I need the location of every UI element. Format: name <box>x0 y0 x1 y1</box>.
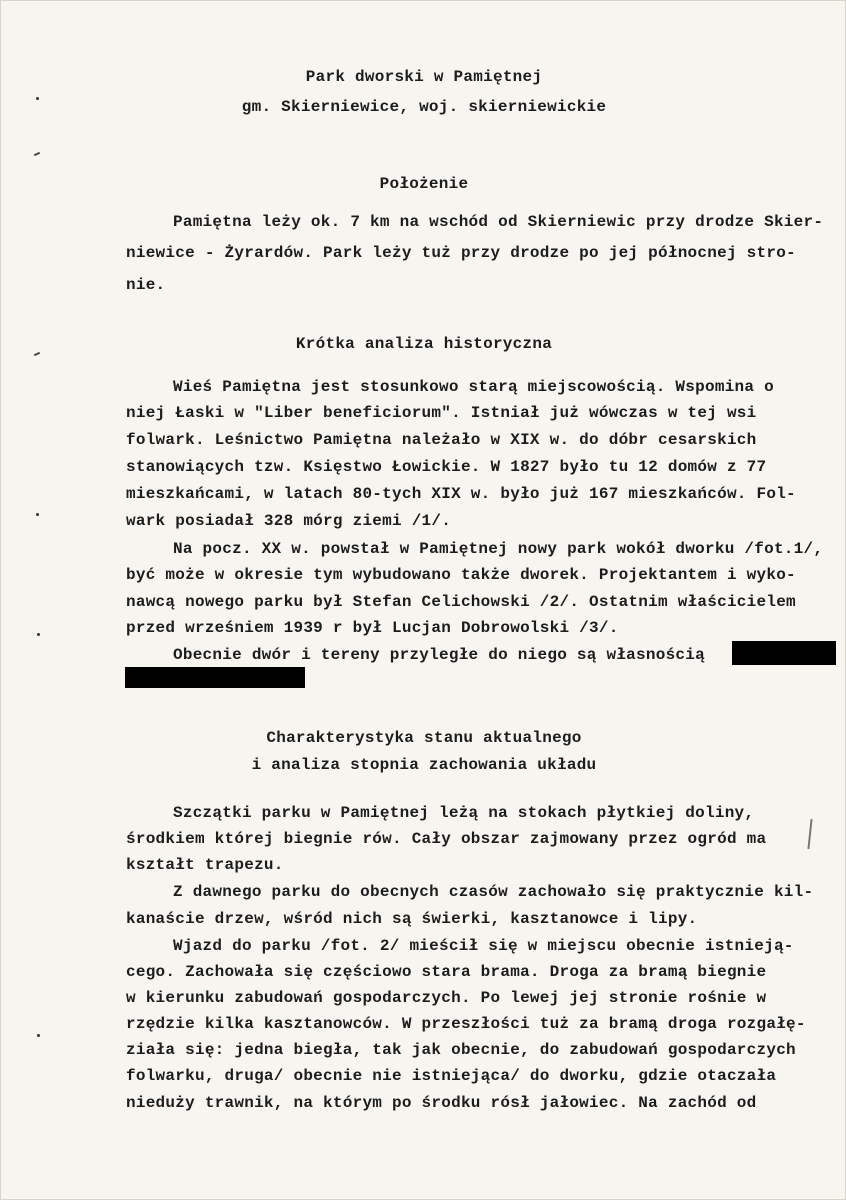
redaction-bar <box>732 641 836 665</box>
text-line: folwarku, druga/ obecnie nie istniejąca/ do dworku, gdzie otaczała <box>126 1067 777 1085</box>
text-line: być może w okresie tym wybudowano także dworek. Projektantem i wyko- <box>126 566 796 584</box>
text-line: Na pocz. XX w. powstał w Pamiętnej nowy park wokół dworku /fot.1/, <box>173 540 824 558</box>
text-line: kształt trapezu. <box>126 856 284 874</box>
margin-dot <box>37 633 40 636</box>
text-line: nie. <box>126 276 166 294</box>
text-line: rzędzie kilka kasztanowców. W przeszłości tuż za bramą droga rozgałę- <box>126 1015 806 1033</box>
text-line: Pamiętna leży ok. 7 km na wschód od Skierniewic przy drodze Skier- <box>173 213 824 231</box>
text-line: niewice - Żyrardów. Park leży tuż przy drodze po jej północnej stro- <box>126 244 796 262</box>
section-heading-condition-line2: i analiza stopnia zachowania układu <box>251 756 597 774</box>
text-line: wark posiadał 328 mórg ziemi /1/. <box>126 512 452 530</box>
section-heading-location: Położenie <box>379 175 469 193</box>
text-line: mieszkańcami, w latach 80-tych XIX w. było już 167 mieszkańców. Fol- <box>126 485 796 503</box>
section-heading-history: Krótka analiza historyczna <box>295 335 553 353</box>
text-line: cego. Zachowała się częściowo stara brama. Droga za bramą biegnie <box>126 963 767 981</box>
text-line: Wjazd do parku /fot. 2/ mieścił się w miejscu obecnie istnieją- <box>173 937 794 955</box>
text-line: folwark. Leśnictwo Pamiętna należało w XIX w. do dóbr cesarskich <box>126 431 757 449</box>
margin-dot <box>36 513 39 516</box>
margin-tick <box>34 152 40 156</box>
text-line: nieduży trawnik, na którym po środku rósł jałowiec. Na zachód od <box>126 1094 757 1112</box>
text-line: ziała się: jedna biegła, tak jak obecnie, do zabudowań gospodarczych <box>126 1041 796 1059</box>
text-line: stanowiących tzw. Księstwo Łowickie. W 1827 było tu 12 domów z 77 <box>126 458 767 476</box>
document-title: Park dworski w Pamiętnej <box>305 68 543 86</box>
text-line: w kierunku zabudowań gospodarczych. Po lewej jej stronie rośnie w <box>126 989 767 1007</box>
margin-dot <box>37 1034 40 1037</box>
text-line: Szczątki parku w Pamiętnej leżą na stokach płytkiej doliny, <box>173 804 755 822</box>
text-line: niej Łaski w "Liber beneficiorum". Istniał już wówczas w tej wsi <box>126 404 757 422</box>
text-line: Obecnie dwór i tereny przyległe do niego są własnością <box>173 646 705 664</box>
text-line: nawcą nowego parku był Stefan Celichowski /2/. Ostatnim właścicielem <box>126 593 796 611</box>
margin-line <box>807 819 812 849</box>
text-line: Wieś Pamiętna jest stosunkowo starą miejscowością. Wspomina o <box>173 378 774 396</box>
section-heading-condition: Charakterystyka stanu aktualnego <box>266 729 582 747</box>
text-line: przed wrześniem 1939 r był Lucjan Dobrowolski /3/. <box>126 619 619 637</box>
redaction-bar <box>125 667 305 688</box>
text-line: środkiem której biegnie rów. Cały obszar zajmowany przez ogród ma <box>126 830 767 848</box>
document-subtitle: gm. Skierniewice, woj. skierniewickie <box>241 98 607 116</box>
text-line: kanaście drzew, wśród nich są świerki, kasztanowce i lipy. <box>126 910 698 928</box>
text-line: Z dawnego parku do obecnych czasów zachowało się praktycznie kil- <box>173 883 814 901</box>
